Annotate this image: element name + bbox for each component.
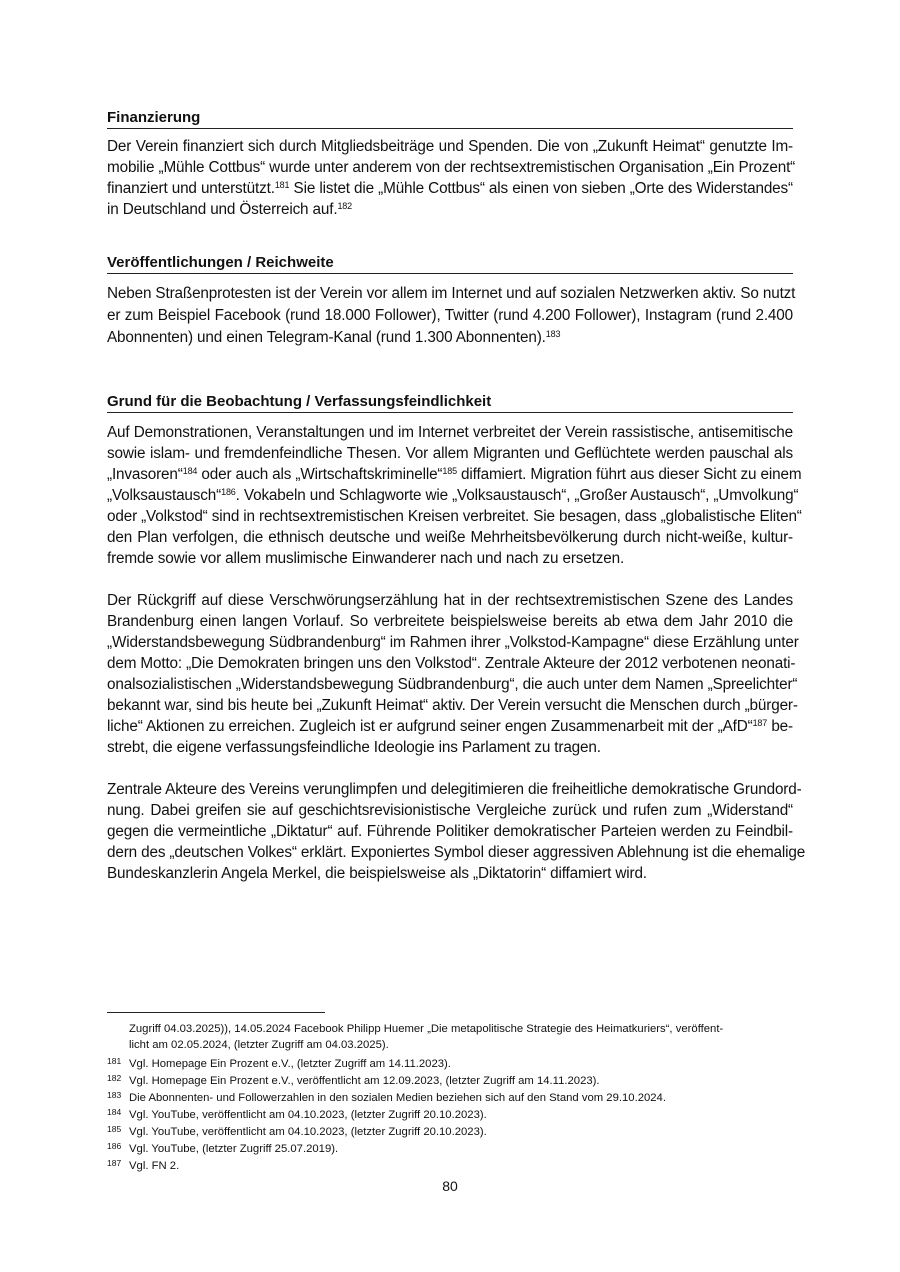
footnote-183: 183 Die Abonnenten- und Followerzahlen in den sozialen Medien beziehen sich auf den Stand vom 29.10.2024. [107, 1090, 666, 1104]
paragraph-line: „Volksaustausch“$^{186}$. Vokabeln und Schlagworte wie „Volksaustausch“, „Großer Austausch“, „Umvolkung“ [107, 487, 799, 504]
paragraph-line: bekannt war, sind bis heute bei „Zukunft Heimat“ aktiv. Der Verein versucht die Menschen durch „bürger- [107, 697, 798, 714]
paragraph-line: liche“ Aktionen zu erreichen. Zugleich ist er aufgrund seiner engen Zusammenarbeit mit der „AfD“$^{187}$ be- [107, 718, 793, 735]
footnote-separator [107, 1012, 325, 1013]
footnote-ref: 187 [752, 718, 768, 728]
footnote-ref: 181 [274, 180, 290, 190]
paragraph-line: oder „Volkstod“ sind in rechtsextremistischen Kreisen verbreitet. Sie besagen, dass „globalistische Eliten“ [107, 508, 802, 525]
footnote-181: 181 Vgl. Homepage Ein Prozent e.V., (letzter Zugriff am 14.11.2023). [107, 1056, 451, 1070]
footnote-186: 186 Vgl. YouTube, (letzter Zugriff 25.07.2019). [107, 1141, 339, 1155]
paragraph-line: Bundeskanzlerin Angela Merkel, die beispielsweise als „Diktatorin“ diffamiert wird. [107, 865, 647, 882]
paragraph-line: Der Verein finanziert sich durch Mitgliedsbeiträge und Spenden. Die von „Zukunft Heimat“ genutzte Im- [107, 138, 793, 155]
paragraph-line: Der Rückgriff auf diese Verschwörungserzählung hat in der rechtsextremistischen Szene des Landes [107, 592, 793, 609]
paragraph-line: Zentrale Akteure des Vereins verunglimpfen und delegitimieren die freiheitliche demokratische Grundord- [107, 781, 802, 798]
paragraph-line: er zum Beispiel Facebook (rund 18.000 Follower), Twitter (rund 4.200 Follower), Instagram (rund 2.400 [107, 307, 793, 324]
paragraph-line: „Invasoren“$^{184}$ oder auch als „Wirtschaftskriminelle“$^{185}$ diffamiert. Migration führt aus dieser Sicht zu einem [107, 466, 802, 483]
paragraph-line: mobilie „Mühle Cottbus“ wurde unter anderem von der rechtsextremistischen Organisation „Ein Prozent“ [107, 159, 796, 176]
paragraph-line: in Deutschland und Österreich auf.$^{182}$ [107, 201, 353, 218]
section-heading-grund: Grund für die Beobachtung / Verfassungsfeindlichkeit [107, 393, 793, 413]
footnote-continuation: Zugriff 04.03.2025)), 14.05.2024 Facebook Philipp Huemer „Die metapolitische Strategie des Heimatkuriers“, veröffent- [129, 1023, 724, 1035]
paragraph-line: Auf Demonstrationen, Veranstaltungen und im Internet verbreitet der Verein rassistische, antisemitische [107, 424, 793, 441]
paragraph-line: onalsozialistischen „Widerstandsbewegung Südbrandenburg“, die auch unter dem Namen „Spreelichter“ [107, 676, 798, 693]
section-heading-veroeffentlichungen: Veröffentlichungen / Reichweite [107, 254, 793, 274]
paragraph-line: strebt, die eigene verfassungsfeindliche Ideologie ins Parlament zu tragen. [107, 739, 601, 756]
paragraph-line: dem Motto: „Die Demokraten bringen uns den Volkstod“. Zentrale Akteure der 2012 verbotenen neonati- [107, 655, 796, 672]
paragraph-line: gegen die vermeintliche „Diktatur“ auf. Führende Politiker demokratischer Parteien werden zu Feindbil- [107, 823, 793, 840]
section-heading-finanzierung: Finanzierung [107, 109, 793, 129]
footnote-ref: 183 [545, 329, 561, 339]
paragraph-line: Abonnenten) und einen Telegram-Kanal (rund 1.300 Abonnenten).$^{183}$ [107, 329, 561, 346]
paragraph-line: Neben Straßenprotesten ist der Verein vor allem im Internet und auf sozialen Netzwerken aktiv. So nutzt [107, 285, 796, 302]
footnote-ref: 184 [182, 466, 198, 476]
footnote-ref: 185 [442, 466, 457, 476]
paragraph-line: „Widerstandsbewegung Südbrandenburg“ im Rahmen ihrer „Volkstod-Kampagne“ diese Erzählung unter [107, 634, 799, 651]
paragraph-line: Brandenburg einen langen Vorlauf. So verbreitete beispielsweise bereits ab etwa dem Jahr 2010 die [107, 613, 793, 630]
paragraph-line: den Plan verfolgen, die ethnisch deutsche und weiße Mehrheitsbevölkerung durch nicht-weiße, kultur- [107, 529, 793, 546]
paragraph-line: fremde sowie vor allem muslimische Einwanderer nach und nach zu ersetzen. [107, 550, 625, 567]
paragraph-line: nung. Dabei greifen sie auf geschichtsrevisionistische Vergleiche zurück und rufen zum „Widerstand“ [107, 802, 793, 819]
footnote-182: 182 Vgl. Homepage Ein Prozent e.V., veröffentlicht am 12.09.2023, (letzter Zugriff am 14.11.2023). [107, 1073, 600, 1087]
paragraph-line: sowie islam- und fremdenfeindliche Thesen. Vor allem Migranten und Geflüchtete werden pauschal als [107, 445, 793, 462]
paragraph-line: dern des „deutschen Volkes“ erklärt. Exponiertes Symbol dieser aggressiven Ablehnung ist die ehemalige [107, 844, 806, 861]
footnote-185: 185 Vgl. YouTube, veröffentlicht am 04.10.2023, (letzter Zugriff 20.10.2023). [107, 1124, 487, 1138]
page-number: 80 [442, 1178, 458, 1194]
paragraph-line: finanziert und unterstützt.$^{181}$ Sie listet die „Mühle Cottbus“ als einen von sieben „Orte des Widerstandes“ [107, 180, 793, 197]
footnote-ref: 186 [221, 487, 236, 497]
footnote-187: 187 Vgl. FN 2. [107, 1158, 180, 1172]
footnote-ref: 182 [337, 201, 353, 211]
footnote-continuation: licht am 02.05.2024, (letzter Zugriff am 04.03.2025). [129, 1039, 389, 1051]
footnote-184: 184 Vgl. YouTube, veröffentlicht am 04.10.2023, (letzter Zugriff 20.10.2023). [107, 1107, 487, 1121]
